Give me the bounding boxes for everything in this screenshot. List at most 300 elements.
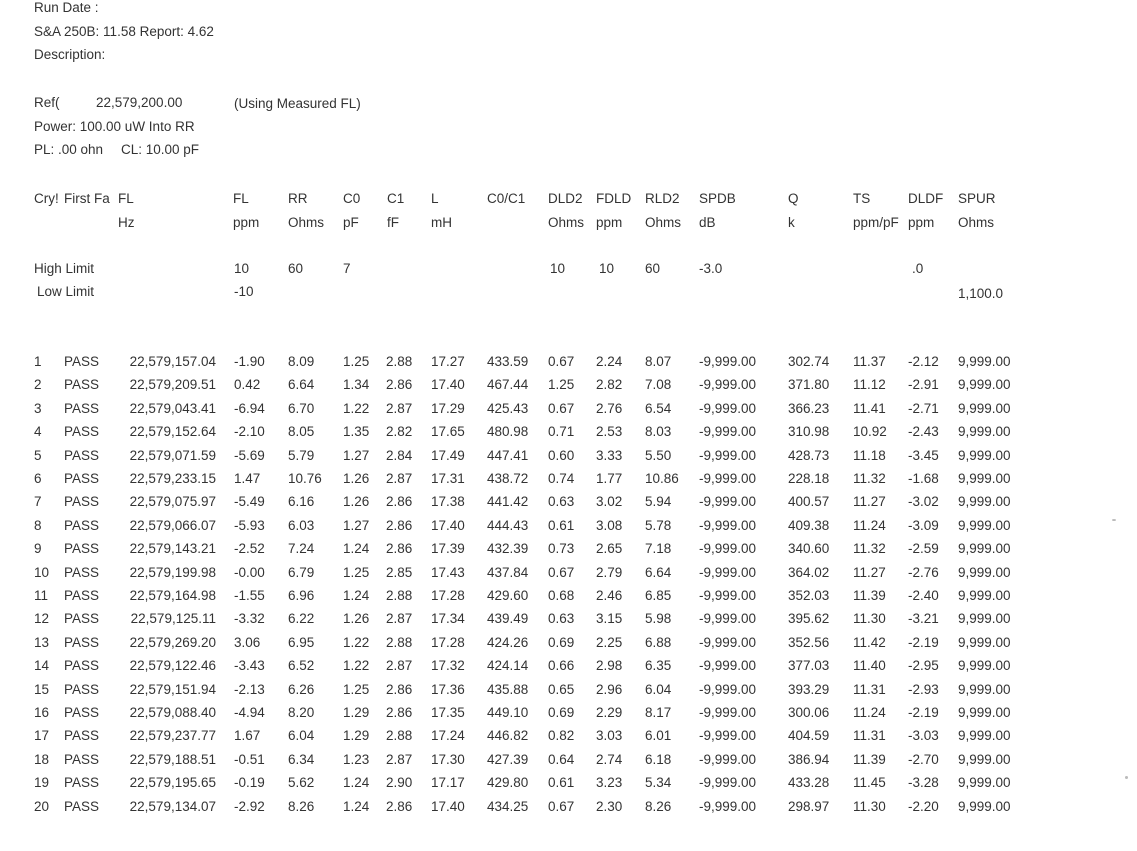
row-2-dld2: 1.25: [548, 377, 575, 392]
row-17-first: PASS: [64, 728, 100, 743]
row-6-spdb: -9,999.00: [699, 471, 757, 486]
reference-note: (Using Measured FL): [234, 96, 361, 111]
row-3-fdld: 2.76: [596, 401, 623, 416]
row-6-c1: 2.87: [386, 471, 413, 486]
row-2-cry: 2: [34, 377, 42, 392]
row-7-c0: 1.26: [343, 494, 370, 509]
row-12-first: PASS: [64, 611, 100, 626]
row-15-c1: 2.86: [386, 682, 413, 697]
column-header-ts: TS: [853, 191, 871, 206]
column-header-dld2: DLD2: [548, 191, 583, 206]
load-capacitance: CL: 10.00 pF: [121, 142, 200, 157]
row-16-spdb: -9,999.00: [699, 705, 757, 720]
row-18-ts: 11.39: [853, 752, 886, 767]
row-9-dldf: -2.59: [908, 541, 939, 556]
row-5-spur: 9,999.00: [958, 448, 1011, 463]
row-6-ts: 11.32: [853, 471, 886, 486]
row-6-cry: 6: [34, 471, 42, 486]
row-17-c0c1: 446.82: [487, 728, 529, 743]
row-6-l: 17.31: [431, 471, 465, 486]
row-20-l: 17.40: [431, 799, 465, 814]
row-19-q: 433.28: [788, 775, 830, 790]
row-13-fl: 22,579,269.20: [129, 635, 216, 650]
row-16-rr: 8.20: [288, 705, 315, 720]
row-7-q: 400.57: [788, 494, 830, 509]
row-18-q: 386.94: [788, 752, 830, 767]
row-2-c1: 2.86: [386, 377, 413, 392]
column-header-rr: RR: [288, 191, 308, 206]
row-17-rld2: 6.01: [645, 728, 672, 743]
row-3-q: 366.23: [788, 401, 830, 416]
high-limit-dld2: 10: [550, 261, 566, 276]
row-1-fdld: 2.24: [596, 354, 623, 369]
row-2-q: 371.80: [788, 377, 830, 392]
row-14-fl: 22,579,122.46: [129, 658, 216, 673]
row-15-dld2: 0.65: [548, 682, 575, 697]
row-19-fdld: 3.23: [596, 775, 623, 790]
row-1-dldf: -2.12: [908, 354, 939, 369]
row-14-ts: 11.40: [853, 658, 886, 673]
row-8-spur: 9,999.00: [958, 518, 1011, 533]
row-8-rld2: 5.78: [645, 518, 672, 533]
row-16-c0c1: 449.10: [487, 705, 529, 720]
row-8-c0: 1.27: [343, 518, 370, 533]
row-4-first: PASS: [64, 424, 100, 439]
row-10-dldf: -2.76: [908, 565, 939, 580]
row-5-ts: 11.18: [853, 448, 886, 463]
row-7-c0c1: 441.42: [487, 494, 529, 509]
row-11-cry: 11: [34, 588, 49, 603]
row-17-fdld: 3.03: [596, 728, 623, 743]
row-17-c1: 2.88: [386, 728, 413, 743]
row-11-flppm: -1.55: [234, 588, 265, 603]
row-1-l: 17.27: [431, 354, 465, 369]
row-1-ts: 11.37: [853, 354, 886, 369]
row-5-c0: 1.27: [343, 448, 370, 463]
row-5-dld2: 0.60: [548, 448, 575, 463]
column-unit-q: k: [788, 215, 795, 230]
row-11-ts: 11.39: [853, 588, 886, 603]
row-7-rr: 6.16: [288, 494, 315, 509]
row-5-rr: 5.79: [288, 448, 315, 463]
row-14-c0c1: 424.14: [487, 658, 529, 673]
row-13-l: 17.28: [431, 635, 465, 650]
row-1-c1: 2.88: [386, 354, 413, 369]
row-3-ts: 11.41: [853, 401, 886, 416]
row-11-dldf: -2.40: [908, 588, 939, 603]
row-10-fdld: 2.79: [596, 565, 623, 580]
high-limit-fdld: 10: [599, 261, 615, 276]
column-header-cry: Cry!: [34, 191, 59, 206]
row-11-c0: 1.24: [343, 588, 370, 603]
row-14-q: 377.03: [788, 658, 830, 673]
row-2-fl: 22,579,209.51: [129, 377, 216, 392]
row-12-ts: 11.30: [853, 611, 886, 626]
row-2-rld2: 7.08: [645, 377, 672, 392]
row-9-cry: 9: [34, 541, 42, 556]
row-17-q: 404.59: [788, 728, 830, 743]
row-6-c0c1: 438.72: [487, 471, 529, 486]
row-18-spdb: -9,999.00: [699, 752, 757, 767]
power-line: Power: 100.00 uW Into RR: [34, 119, 195, 134]
row-15-l: 17.36: [431, 682, 465, 697]
row-18-c0: 1.23: [343, 752, 370, 767]
row-17-ts: 11.31: [853, 728, 886, 743]
row-7-fdld: 3.02: [596, 494, 623, 509]
row-9-fl: 22,579,143.21: [129, 541, 216, 556]
row-1-cry: 1: [34, 354, 42, 369]
row-6-spur: 9,999.00: [958, 471, 1011, 486]
row-13-c0c1: 424.26: [487, 635, 529, 650]
row-11-first: PASS: [64, 588, 100, 603]
row-18-spur: 9,999.00: [958, 752, 1011, 767]
row-11-rr: 6.96: [288, 588, 315, 603]
high-limit-label: High Limit: [34, 261, 95, 276]
row-6-first: PASS: [64, 471, 100, 486]
row-20-q: 298.97: [788, 799, 830, 814]
row-19-ts: 11.45: [853, 775, 886, 790]
row-4-flppm: -2.10: [234, 424, 265, 439]
row-2-rr: 6.64: [288, 377, 315, 392]
row-6-rld2: 10.86: [645, 471, 679, 486]
row-9-first: PASS: [64, 541, 100, 556]
row-1-c0: 1.25: [343, 354, 370, 369]
row-16-q: 300.06: [788, 705, 830, 720]
row-7-spdb: -9,999.00: [699, 494, 757, 509]
row-18-c1: 2.87: [386, 752, 413, 767]
row-14-c1: 2.87: [386, 658, 413, 673]
row-20-c0c1: 434.25: [487, 799, 529, 814]
row-13-ts: 11.42: [853, 635, 886, 650]
row-6-flppm: 1.47: [234, 471, 261, 486]
column-unit-dld2: Ohms: [548, 215, 585, 230]
row-5-l: 17.49: [431, 448, 465, 463]
row-4-rld2: 8.03: [645, 424, 672, 439]
row-9-rld2: 7.18: [645, 541, 672, 556]
row-2-dldf: -2.91: [908, 377, 939, 392]
column-unit-fl: Hz: [118, 215, 135, 230]
row-8-c0c1: 444.43: [487, 518, 529, 533]
row-3-dld2: 0.67: [548, 401, 575, 416]
row-3-c0c1: 425.43: [487, 401, 529, 416]
row-15-fl: 22,579,151.94: [129, 682, 216, 697]
row-11-spdb: -9,999.00: [699, 588, 757, 603]
row-11-fdld: 2.46: [596, 588, 623, 603]
row-15-first: PASS: [64, 682, 100, 697]
row-4-dld2: 0.71: [548, 424, 575, 439]
row-9-c1: 2.86: [386, 541, 413, 556]
row-19-c1: 2.90: [386, 775, 413, 790]
row-1-rr: 8.09: [288, 354, 315, 369]
row-13-fdld: 2.25: [596, 635, 623, 650]
column-unit-dldf: ppm: [908, 215, 935, 230]
row-8-first: PASS: [64, 518, 100, 533]
row-9-c0c1: 432.39: [487, 541, 529, 556]
row-17-l: 17.24: [431, 728, 465, 743]
row-20-ts: 11.30: [853, 799, 886, 814]
row-15-spur: 9,999.00: [958, 682, 1011, 697]
row-2-first: PASS: [64, 377, 100, 392]
row-10-c1: 2.85: [386, 565, 413, 580]
row-1-rld2: 8.07: [645, 354, 672, 369]
row-8-ts: 11.24: [853, 518, 886, 533]
row-9-flppm: -2.52: [234, 541, 265, 556]
row-13-flppm: 3.06: [234, 635, 261, 650]
row-3-cry: 3: [34, 401, 42, 416]
row-9-c0: 1.24: [343, 541, 370, 556]
column-unit-c1: fF: [387, 215, 399, 230]
row-10-flppm: -0.00: [234, 565, 265, 580]
column-unit-flppm: ppm: [233, 215, 260, 230]
row-16-first: PASS: [64, 705, 100, 720]
row-5-fdld: 3.33: [596, 448, 623, 463]
row-3-fl: 22,579,043.41: [129, 401, 216, 416]
row-11-rld2: 6.85: [645, 588, 672, 603]
row-12-l: 17.34: [431, 611, 465, 626]
version-line: S&A 250B: 11.58 Report: 4.62: [34, 24, 214, 39]
row-7-cry: 7: [34, 494, 42, 509]
low-limit-label: Low Limit: [37, 284, 95, 299]
row-8-fdld: 3.08: [596, 518, 623, 533]
row-5-c1: 2.84: [386, 448, 413, 463]
row-10-c0c1: 437.84: [487, 565, 529, 580]
row-4-l: 17.65: [431, 424, 465, 439]
row-20-rld2: 8.26: [645, 799, 672, 814]
column-unit-ts: ppm/pF: [853, 215, 899, 230]
row-15-rr: 6.26: [288, 682, 315, 697]
row-11-c1: 2.88: [386, 588, 413, 603]
row-12-dldf: -3.21: [908, 611, 939, 626]
reference-label: Ref(: [34, 95, 60, 110]
row-15-c0: 1.25: [343, 682, 370, 697]
row-10-ts: 11.27: [853, 565, 886, 580]
row-16-l: 17.35: [431, 705, 465, 720]
row-16-spur: 9,999.00: [958, 705, 1011, 720]
row-10-dld2: 0.67: [548, 565, 575, 580]
row-4-ts: 10.92: [853, 424, 887, 439]
row-15-c0c1: 435.88: [487, 682, 529, 697]
row-3-spur: 9,999.00: [958, 401, 1011, 416]
row-5-flppm: -5.69: [234, 448, 265, 463]
row-20-c1: 2.86: [386, 799, 413, 814]
row-16-c0: 1.29: [343, 705, 370, 720]
row-5-fl: 22,579,071.59: [129, 448, 216, 463]
row-14-rr: 6.52: [288, 658, 315, 673]
row-8-dld2: 0.61: [548, 518, 575, 533]
row-14-fdld: 2.98: [596, 658, 623, 673]
low-limit-spur: 1,100.0: [958, 286, 1004, 301]
row-18-l: 17.30: [431, 752, 465, 767]
row-18-cry: 18: [34, 752, 50, 767]
row-11-dld2: 0.68: [548, 588, 575, 603]
row-4-spdb: -9,999.00: [699, 424, 757, 439]
row-13-spdb: -9,999.00: [699, 635, 757, 650]
row-12-c0c1: 439.49: [487, 611, 529, 626]
row-11-spur: 9,999.00: [958, 588, 1011, 603]
column-unit-c0: pF: [343, 215, 359, 230]
row-16-dldf: -2.19: [908, 705, 939, 720]
row-3-rr: 6.70: [288, 401, 315, 416]
row-7-l: 17.38: [431, 494, 465, 509]
row-1-fl: 22,579,157.04: [129, 354, 216, 369]
row-9-q: 340.60: [788, 541, 830, 556]
row-4-fl: 22,579,152.64: [129, 424, 216, 439]
row-3-l: 17.29: [431, 401, 465, 416]
row-13-cry: 13: [34, 635, 50, 650]
row-3-c0: 1.22: [343, 401, 370, 416]
row-17-spur: 9,999.00: [958, 728, 1011, 743]
row-19-dldf: -3.28: [908, 775, 939, 790]
row-1-spdb: -9,999.00: [699, 354, 757, 369]
row-13-first: PASS: [64, 635, 100, 650]
row-14-dld2: 0.66: [548, 658, 575, 673]
row-20-first: PASS: [64, 799, 100, 814]
row-13-c1: 2.88: [386, 635, 413, 650]
row-19-l: 17.17: [431, 775, 465, 790]
high-limit-spdb: -3.0: [699, 261, 723, 276]
column-unit-rld2: Ohms: [645, 215, 682, 230]
row-19-rr: 5.62: [288, 775, 315, 790]
column-unit-spdb: dB: [699, 215, 716, 230]
row-16-cry: 16: [34, 705, 50, 720]
row-12-c1: 2.87: [386, 611, 413, 626]
column-header-spur: SPUR: [958, 191, 996, 206]
row-4-fdld: 2.53: [596, 424, 623, 439]
row-11-c0c1: 429.60: [487, 588, 529, 603]
row-17-cry: 17: [34, 728, 50, 743]
high-limit-rr: 60: [288, 261, 304, 276]
row-1-spur: 9,999.00: [958, 354, 1011, 369]
row-11-q: 352.03: [788, 588, 830, 603]
row-15-spdb: -9,999.00: [699, 682, 757, 697]
row-12-rr: 6.22: [288, 611, 315, 626]
row-20-fdld: 2.30: [596, 799, 623, 814]
row-12-fl: 22,579,125.11: [130, 611, 216, 626]
row-14-first: PASS: [64, 658, 100, 673]
row-13-c0: 1.22: [343, 635, 370, 650]
row-14-l: 17.32: [431, 658, 465, 673]
row-4-dldf: -2.43: [908, 424, 939, 439]
row-1-q: 302.74: [788, 354, 830, 369]
row-1-dld2: 0.67: [548, 354, 575, 369]
row-15-flppm: -2.13: [234, 682, 265, 697]
row-16-fl: 22,579,088.40: [129, 705, 216, 720]
column-header-c0c1: C0/C1: [487, 191, 526, 206]
column-header-flppm: FL: [233, 191, 249, 206]
row-8-flppm: -5.93: [234, 518, 265, 533]
row-19-spur: 9,999.00: [958, 775, 1011, 790]
row-18-dld2: 0.64: [548, 752, 575, 767]
row-8-rr: 6.03: [288, 518, 315, 533]
row-18-c0c1: 427.39: [487, 752, 529, 767]
row-2-spdb: -9,999.00: [699, 377, 757, 392]
row-14-dldf: -2.95: [908, 658, 939, 673]
row-7-rld2: 5.94: [645, 494, 672, 509]
row-15-cry: 15: [34, 682, 50, 697]
row-5-dldf: -3.45: [908, 448, 939, 463]
load-resistance: PL: .00 ohn: [34, 142, 104, 157]
row-9-dld2: 0.73: [548, 541, 575, 556]
column-header-spdb: SPDB: [699, 191, 736, 206]
row-8-dldf: -3.09: [908, 518, 939, 533]
row-12-spur: 9,999.00: [958, 611, 1011, 626]
row-13-rld2: 6.88: [645, 635, 672, 650]
row-5-q: 428.73: [788, 448, 830, 463]
row-4-spur: 9,999.00: [958, 424, 1011, 439]
row-19-first: PASS: [64, 775, 100, 790]
row-14-spdb: -9,999.00: [699, 658, 757, 673]
row-12-spdb: -9,999.00: [699, 611, 757, 626]
column-header-rld2: RLD2: [645, 191, 680, 206]
column-header-l: L: [431, 191, 439, 206]
row-10-cry: 10: [34, 565, 50, 580]
row-19-c0c1: 429.80: [487, 775, 529, 790]
column-unit-spur: Ohms: [958, 215, 995, 230]
row-9-rr: 7.24: [288, 541, 315, 556]
row-20-rr: 8.26: [288, 799, 315, 814]
column-header-q: Q: [788, 191, 799, 206]
row-10-first: PASS: [64, 565, 100, 580]
row-18-fl: 22,579,188.51: [129, 752, 216, 767]
row-19-cry: 19: [34, 775, 50, 790]
row-7-fl: 22,579,075.97: [129, 494, 216, 509]
row-17-rr: 6.04: [288, 728, 315, 743]
row-12-cry: 12: [34, 611, 50, 626]
row-2-flppm: 0.42: [234, 377, 261, 392]
row-8-cry: 8: [34, 518, 42, 533]
row-3-first: PASS: [64, 401, 100, 416]
column-header-fl: FL: [118, 191, 134, 206]
row-18-first: PASS: [64, 752, 100, 767]
row-1-c0c1: 433.59: [487, 354, 529, 369]
row-13-dld2: 0.69: [548, 635, 575, 650]
row-1-flppm: -1.90: [234, 354, 265, 369]
row-12-rld2: 5.98: [645, 611, 672, 626]
row-8-c1: 2.86: [386, 518, 413, 533]
row-13-q: 352.56: [788, 635, 830, 650]
row-10-c0: 1.25: [343, 565, 370, 580]
row-12-flppm: -3.32: [234, 611, 265, 626]
row-18-fdld: 2.74: [596, 752, 623, 767]
row-5-cry: 5: [34, 448, 42, 463]
row-20-spdb: -9,999.00: [699, 799, 757, 814]
column-header-c0: C0: [343, 191, 361, 206]
row-10-q: 364.02: [788, 565, 830, 580]
column-unit-rr: Ohms: [288, 215, 325, 230]
row-2-ts: 11.12: [853, 377, 886, 392]
row-17-flppm: 1.67: [234, 728, 261, 743]
description-label: Description:: [34, 47, 106, 62]
row-17-spdb: -9,999.00: [699, 728, 757, 743]
row-18-rr: 6.34: [288, 752, 315, 767]
row-2-spur: 9,999.00: [958, 377, 1011, 392]
row-7-ts: 11.27: [853, 494, 886, 509]
scan-artifact: [1125, 776, 1128, 779]
row-16-dld2: 0.69: [548, 705, 575, 720]
column-header-dldf: DLDF: [908, 191, 944, 206]
row-6-dldf: -1.68: [908, 471, 939, 486]
row-20-dldf: -2.20: [908, 799, 939, 814]
row-8-fl: 22,579,066.07: [129, 518, 216, 533]
high-limit-c0: 7: [343, 261, 351, 276]
column-unit-fdld: ppm: [596, 215, 623, 230]
run-date-label: Run Date :: [34, 0, 99, 15]
row-1-first: PASS: [64, 354, 100, 369]
row-3-c1: 2.87: [386, 401, 413, 416]
row-8-spdb: -9,999.00: [699, 518, 757, 533]
row-6-dld2: 0.74: [548, 471, 575, 486]
row-16-flppm: -4.94: [234, 705, 265, 720]
